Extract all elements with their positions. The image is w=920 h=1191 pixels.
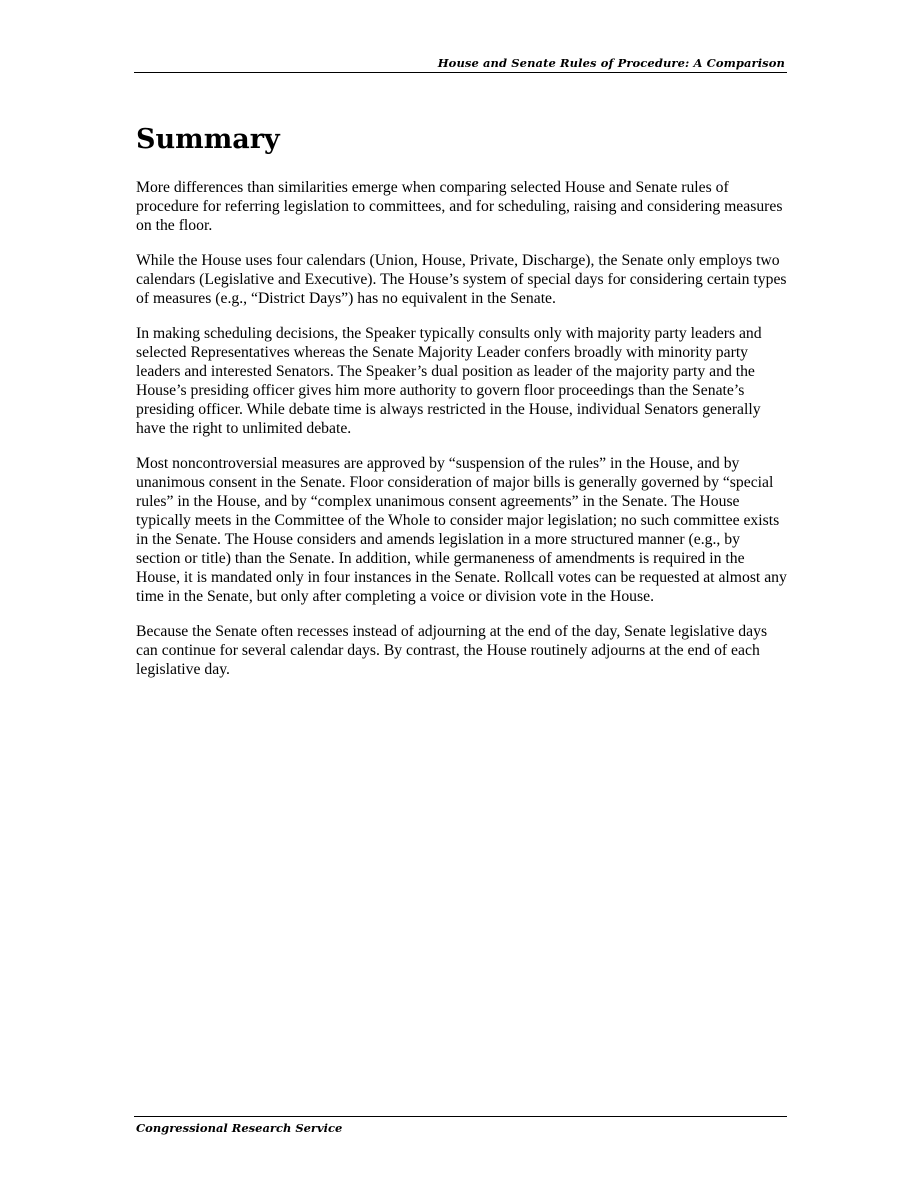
running-header-title: House and Senate Rules of Procedure: A Comparison [437, 56, 785, 70]
footer-source: Congressional Research Service [136, 1121, 343, 1135]
paragraph-5: Because the Senate often recesses instead of adjourning at the end of the day, Senate legislative days can continue for several calendar days. By contrast, the House routinely adjourns at the end of each legislative day. [136, 623, 768, 678]
paragraph-2: While the House uses four calendars (Union, House, Private, Discharge), the Senate only employs two calendars (Legislative and Executive). The House’s system of special days for considering certain types of measures (e.g., “District Days”) has no equivalent in the Senate. [136, 252, 787, 307]
summary-body [136, 178, 788, 695]
paragraph-3: In making scheduling decisions, the Speaker typically consults only with majority party leaders and selected Representatives whereas the Senate Majority Leader confers broadly with minority party leaders and interested Senators. The Speaker’s dual position as leader of the majority party and the House’s presiding officer gives him more authority to govern floor proceedings than the Senate’s presiding officer. While debate time is always restricted in the House, individual Senators generally have the right to unlimited debate. [136, 325, 762, 437]
paragraph-4: Most noncontroversial measures are approved by “suspension of the rules” in the House, and by unanimous consent in the Senate. Floor consideration of major bills is generally governed by “special rules” in the House, and by “complex unanimous consent agreements” in the Senate. The House typically meets in the Committee of the Whole to consider major legislation; no such committee exists in the Senate. The House considers and amends legislation in a more structured manner (e.g., by section or title) than the Senate. In addition, while germaneness of amendments is required in the House, it is mandated only in four instances in the Senate. Rollcall votes can be requested at almost any time in the Senate, but only after completing a voice or division vote in the House. [136, 455, 787, 605]
running-footer [134, 1116, 787, 1135]
paragraph-1: More differences than similarities emerge when comparing selected House and Senate rules of procedure for referring legislation to committees, and for scheduling, raising and considering measures on the floor. [136, 179, 783, 234]
running-header [134, 55, 787, 73]
section-heading: Summary [136, 124, 280, 155]
